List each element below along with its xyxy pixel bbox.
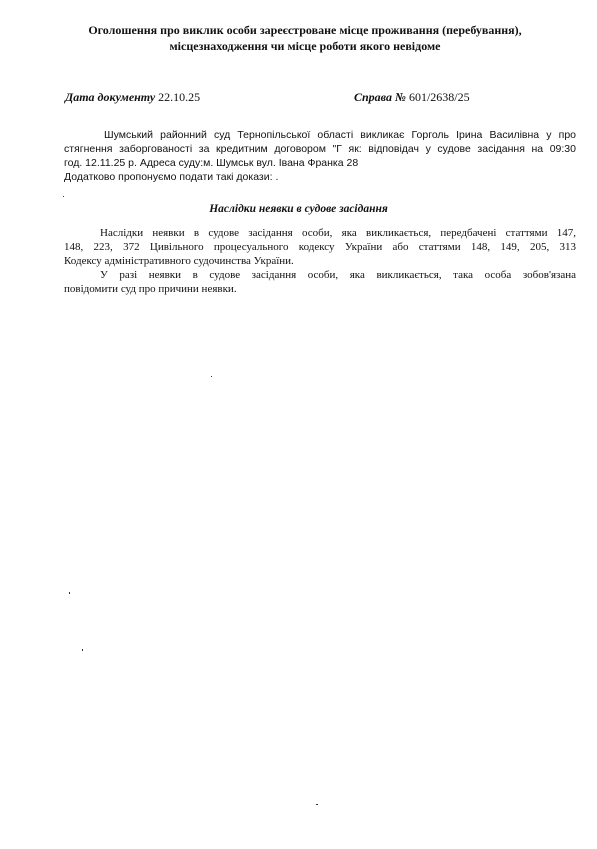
- case-label: Справа №: [354, 90, 406, 104]
- scan-speck: [69, 592, 70, 594]
- consequences-line: повідомити суд про причини неявки.: [64, 283, 237, 295]
- consequences-line: Кодексу адміністративного судочинства України.: [64, 255, 294, 267]
- date-value: 22.10.25: [158, 90, 201, 104]
- summons-paragraph: [64, 128, 576, 184]
- consequences-line: Наслідки неявки в судове засідання особи, яка викликається, передбачені статтями 147,: [100, 227, 576, 239]
- title-line-1: Оголошення про виклик особи зареєстроване місце проживання (перебування),: [88, 23, 522, 37]
- date-label: Дата документу: [65, 90, 156, 104]
- consequences-paragraph: [64, 226, 576, 296]
- summons-line: Додатково пропонуємо подати такі докази: .: [64, 171, 279, 183]
- case-number: [354, 90, 470, 105]
- summons-line: год. 12.11.25 р. Адреса суду:м. Шумськ вул. Івана Франка 28: [64, 157, 359, 169]
- consequences-line: 148, 223, 372 Цивільного процесуального кодексу України або статтями 148, 149, 205, 313: [64, 241, 576, 253]
- case-value: 601/2638/25: [408, 90, 470, 104]
- title-line-2: місцезнаходження чи місце роботи якого невідоме: [169, 39, 441, 53]
- scan-speck: [211, 376, 212, 377]
- document-title: [40, 22, 570, 54]
- scan-speck: [63, 196, 64, 197]
- summons-line: стягнення заборгованості за кредитним договором "Г як: відповідач у судове засідання на 09:30: [64, 143, 576, 155]
- consequences-heading: Наслідки неявки в судове засідання: [209, 203, 388, 215]
- summons-line: Шумський районний суд Тернопільської області викликає Горголь Ірина Василівна у про: [104, 129, 576, 141]
- scan-speck: [82, 649, 83, 651]
- consequences-line: У разі неявки в судове засідання особи, яка викликається, така особа зобов'язана: [100, 269, 576, 281]
- document-date: [65, 90, 200, 105]
- scan-speck: [316, 804, 318, 805]
